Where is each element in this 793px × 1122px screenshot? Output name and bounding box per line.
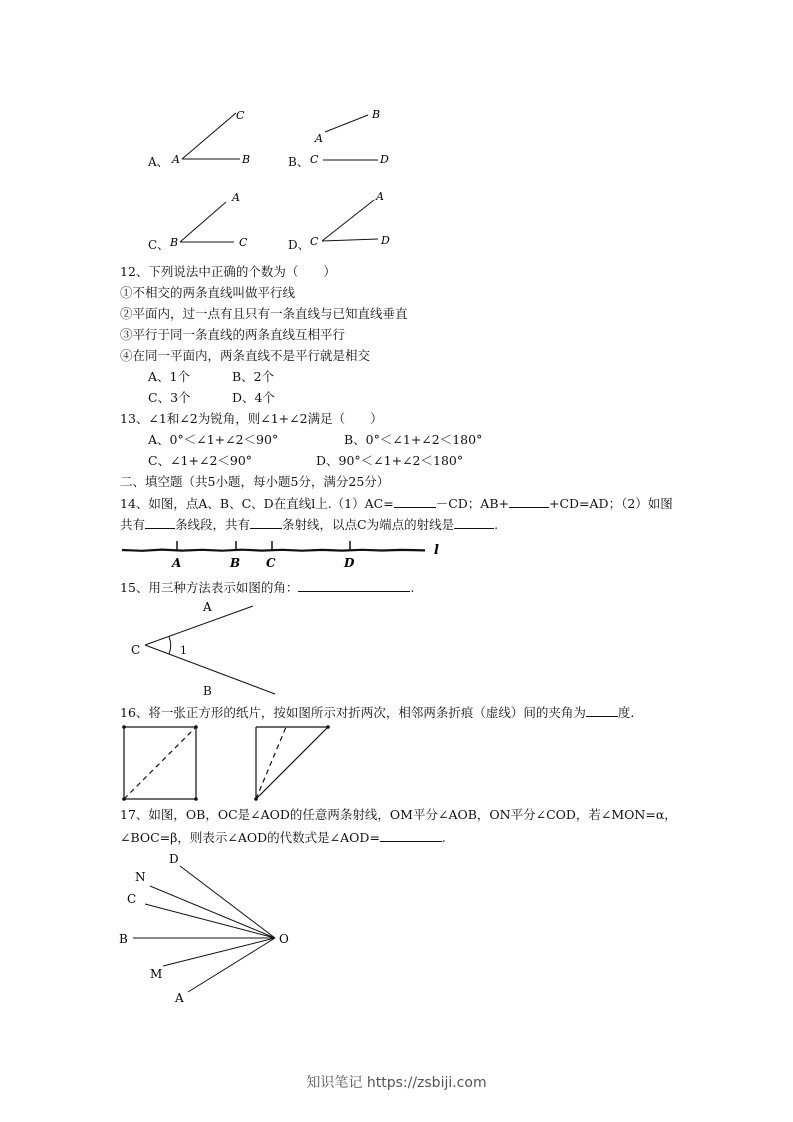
point-label: D bbox=[344, 556, 355, 570]
question-15-stem bbox=[120, 579, 414, 596]
line-label: l bbox=[434, 543, 439, 558]
footer-watermark: 知识笔记 https://zsbiji.com bbox=[306, 1075, 487, 1091]
question-14-line-2 bbox=[120, 516, 498, 533]
point-label-b: B bbox=[203, 684, 212, 698]
figure-angle-a bbox=[170, 105, 265, 170]
question-12-stem: 12、下列说法中正确的个数为（ ） bbox=[120, 264, 336, 279]
option-b: B、0°＜∠1+∠2＜180° bbox=[344, 432, 483, 447]
option-b-label: B、 bbox=[288, 155, 309, 169]
point-label: C bbox=[310, 153, 319, 166]
text: 15、用三种方法表示如图的角： bbox=[120, 580, 299, 595]
point-label: A bbox=[315, 132, 323, 145]
question-13-stem: 13、∠1和∠2为锐角，则∠1+∠2满足（ ） bbox=[120, 411, 383, 426]
point-label: C bbox=[127, 892, 137, 906]
option-d-label: D、 bbox=[288, 238, 310, 252]
point-label: C bbox=[310, 235, 319, 248]
option-b: B、2个 bbox=[232, 369, 275, 384]
text: 共有 bbox=[120, 517, 146, 532]
statement-4: ④在同一平面内，两条直线不是平行就是相交 bbox=[120, 348, 371, 363]
point-label: M bbox=[150, 967, 163, 981]
option-d: D、90°＜∠1+∠2＜180° bbox=[316, 453, 464, 468]
point-label: A bbox=[376, 190, 384, 203]
text: 度. bbox=[617, 705, 635, 720]
text: 16、将一张正方形的纸片，按如图所示对折两次，相邻两条折痕（虚线）间的夹角为 bbox=[120, 705, 586, 720]
point-label: B bbox=[170, 236, 179, 249]
point-label: C bbox=[131, 643, 141, 657]
point-label: O bbox=[279, 932, 289, 946]
question-17-line-1: 17、如图，OB，OC是∠AOD的任意两条射线，OM平分∠AOB，ON平分∠COD，若∠MON=α， bbox=[120, 807, 677, 822]
point-label: D bbox=[169, 852, 179, 866]
point-label: D bbox=[380, 153, 389, 166]
figure-angle-c bbox=[168, 190, 263, 255]
section-heading: 二、填空题（共5小题，每小题5分，满分25分） bbox=[120, 474, 390, 489]
point-label: B bbox=[242, 153, 251, 166]
figure-line-l bbox=[120, 538, 450, 574]
figure-rays-from-o bbox=[115, 850, 305, 1010]
statement-1: ①不相交的两条直线叫做平行线 bbox=[120, 285, 296, 300]
question-14-line-1 bbox=[120, 495, 673, 512]
answer-blank[interactable] bbox=[298, 579, 410, 592]
text: . bbox=[441, 830, 446, 845]
answer-blank[interactable] bbox=[394, 495, 436, 508]
point-label: B bbox=[372, 108, 381, 121]
text: 条射线，以点C为端点的射线是 bbox=[282, 517, 455, 532]
answer-blank[interactable] bbox=[509, 495, 549, 508]
option-a: A、0°＜∠1+∠2＜90° bbox=[148, 432, 279, 447]
option-c: C、∠1+∠2＜90° bbox=[148, 453, 253, 468]
text: 条线段，共有 bbox=[175, 517, 251, 532]
angle-label: 1 bbox=[180, 644, 187, 657]
point-label: A bbox=[203, 600, 212, 614]
answer-blank[interactable] bbox=[586, 704, 618, 717]
figure-angle-d bbox=[308, 188, 403, 253]
point-label: C bbox=[239, 236, 248, 249]
point-label: A bbox=[172, 153, 180, 166]
text: +CD=AD；（2）如图 bbox=[548, 496, 673, 511]
point-label: C bbox=[236, 109, 245, 122]
answer-blank[interactable] bbox=[454, 516, 494, 529]
point-label: A bbox=[175, 991, 184, 1005]
figure-triangle-fold bbox=[252, 723, 342, 803]
option-c: C、3个 bbox=[148, 390, 191, 405]
option-a: A、1个 bbox=[148, 369, 190, 384]
text: －CD；AB+ bbox=[435, 496, 509, 511]
option-a-label: A、 bbox=[148, 155, 169, 169]
point-label: C bbox=[266, 556, 276, 570]
point-label: B bbox=[230, 556, 241, 570]
point-label: A bbox=[232, 191, 240, 204]
answer-blank[interactable] bbox=[145, 516, 175, 529]
answer-blank[interactable] bbox=[250, 516, 282, 529]
question-16-stem bbox=[120, 704, 634, 721]
question-17-line-2 bbox=[120, 829, 446, 846]
answer-blank[interactable] bbox=[380, 829, 442, 842]
point-label: N bbox=[135, 870, 146, 884]
statement-2: ②平面内，过一点有且只有一条直线与已知直线垂直 bbox=[120, 306, 408, 321]
text: . bbox=[410, 580, 415, 595]
statement-3: ③平行于同一条直线的两条直线互相平行 bbox=[120, 327, 346, 342]
option-d: D、4个 bbox=[232, 390, 275, 405]
text: 14、如图，点A、B、C、D在直线l上.（1）AC= bbox=[120, 496, 394, 511]
option-c-label: C、 bbox=[148, 238, 170, 252]
figure-square-fold bbox=[120, 723, 210, 803]
text: ∠BOC=β，则表示∠AOD的代数式是∠AOD= bbox=[120, 830, 380, 845]
point-label: D bbox=[381, 234, 390, 247]
figure-angle-b bbox=[308, 105, 403, 170]
text: . bbox=[494, 517, 499, 532]
point-label: A bbox=[172, 556, 182, 570]
point-label: B bbox=[119, 932, 128, 946]
